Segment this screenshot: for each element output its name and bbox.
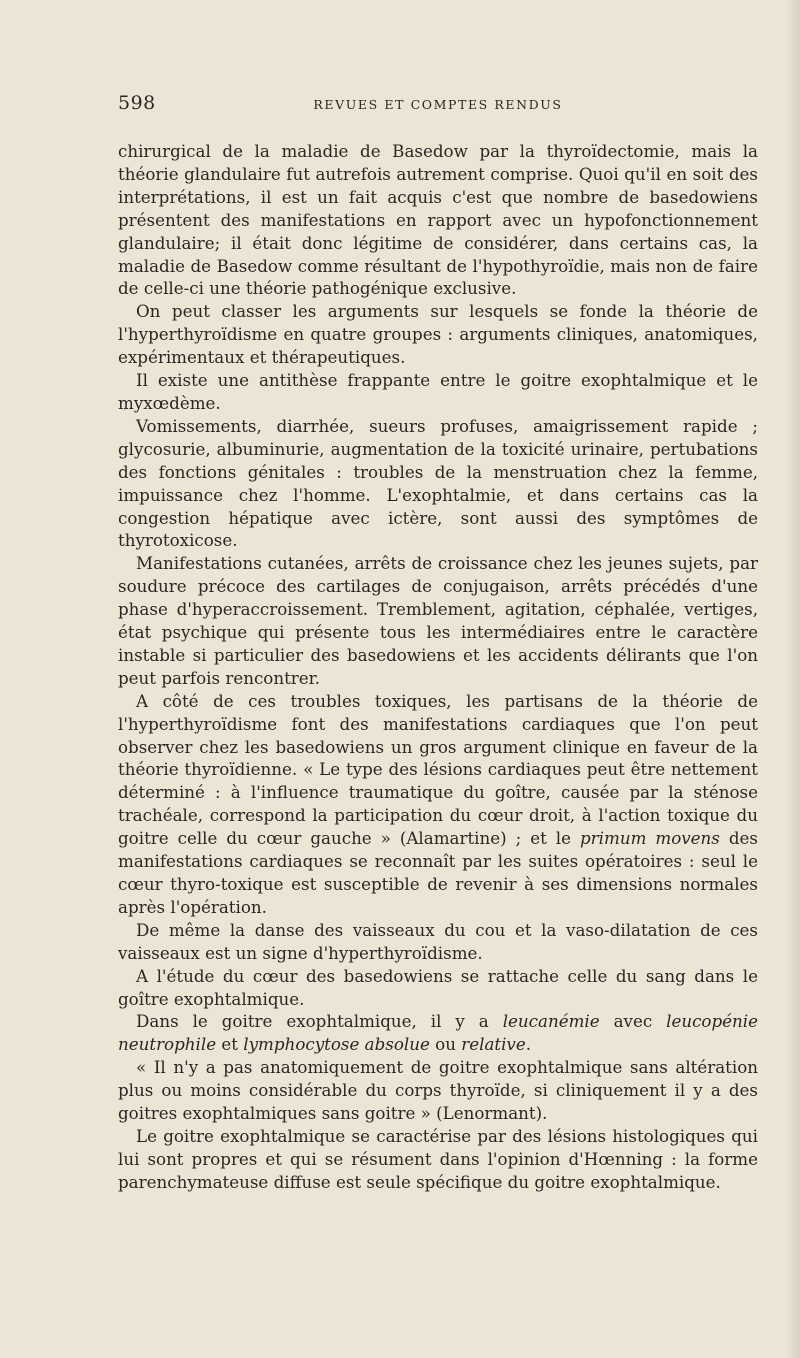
paragraph-6 [118,690,758,919]
italic-term: lymphocytose absolue [243,1034,430,1055]
text-run: « Il n'y a pas anatomiquement de goitre exophtalmique sans altération plus ou moins considérable du corps thyroïde, si cliniquement il y a des goitres exophtalmiques sans goitre » (Lenormant). [118,1057,758,1124]
italic-term: leucopénie neutrophile [118,1011,758,1055]
paragraph-11 [118,1125,758,1194]
paragraph-9 [118,1010,758,1056]
text-run: Il existe une antithèse frappante entre le goitre exophtalmique et le myxœdème. [118,370,758,413]
paragraph-8 [118,965,758,1011]
paragraph-5 [118,552,758,689]
paragraph-4 [118,415,758,552]
text-run: et [216,1034,244,1055]
paragraph-2 [118,300,758,369]
text-run: Vomissements, diarrhée, sueurs profuses, amaigrissement rapide ; glycosurie, albuminurie, augmentation de la toxicité urinaire, pertubations des fonctions génitales : troubles de la menstruation chez la femme, impuissance chez l'homme. L'exophtalmie, et dans certains cas la congestion hépatique avec ictère, sont aussi des symptômes de thyrotoxicose. [118,415,758,551]
paragraph-7 [118,919,758,965]
italic-term: primum movens [580,828,720,849]
italic-term: leucanémie [502,1011,600,1032]
text-run: On peut classer les arguments sur lesquels se fonde la théorie de l'hyperthyroïdisme en quatre groupes : arguments cliniques, anatomiques, expérimentaux et thérapeutiques. [118,301,758,368]
paragraph-3 [118,369,758,415]
text-run: Manifestations cutanées, arrêts de croissance chez les jeunes sujets, par soudure précoce des cartilages de conjugaison, arrêts précédés d'une phase d'hyperaccroissement. Tremblement, agitation, céphalée, vertiges, état psychique qui présente tous les intermédiaires entre le caractère instable si particulier des basedowiens et les accidents délirants que l'on peut parfois rencontrer. [118,553,758,688]
text-run: A côté de ces troubles toxiques, les partisans de la théorie de l'hyperthyroïdisme font des manifestations cardiaques que l'on peut observer chez les basedowiens un gros argument clinique en faveur de la théorie thyroïdienne. « Le type des lésions cardiaques peut être nettement déterminé : à l'influence traumatique du goître, causée par la sténose trachéale, correspond la participation du cœur droit, à l'action toxique du goitre celle du cœur gauche » (Alamartine) ; et le [118,690,758,849]
text-run: des manifestations cardiaques se reconnaît par les suites opératoires : seul le cœur thyro-toxique est susceptible de revenir à ses dimensions normales après l'opération. [118,828,758,917]
text-run: De même la danse des vaisseaux du cou et la vaso-dilatation de ces vaisseaux est un signe d'hyperthyroïdisme. [118,919,758,963]
page-header [118,92,758,118]
paragraph-1 [118,140,758,300]
page-edge-shadow [786,0,800,1358]
text-run: avec [599,1011,667,1032]
text-run: A l'étude du cœur des basedowiens se rattache celle du sang dans le goître exophtalmique. [118,965,758,1009]
text-run: chirurgical de la maladie de Basedow par la thyroïdectomie, mais la théorie glandulaire fut autrefois autrement comprise. Quoi qu'il en soit des interprétations, il est un fait acquis c'est que nombre de basedowiens présentent des manifestations en rapport avec un hypofonctionnement glandulaire; il était donc légitime de considérer, dans certains cas, la maladie de Basedow comme résultant de l'hypothyroïdie, mais non de faire de celle-ci une théorie pathogénique exclusive. [118,141,758,299]
italic-term: relative [461,1034,526,1055]
paragraph-10 [118,1056,758,1125]
text-run: ou [429,1034,462,1055]
body-text [118,140,758,1194]
running-title: REVUES ET COMPTES RENDUS [313,97,563,112]
page-number: 598 [118,92,156,114]
text-run: Le goitre exophtalmique se caractérise par des lésions histologiques qui lui sont propres et qui se résument dans l'opinion d'Hœnning : la forme parenchymateuse diffuse est seule spécifique du goitre exophtalmique. [118,1125,758,1192]
text-run: Dans le goitre exophtalmique, il y a [136,1011,503,1032]
text-run: . [525,1034,532,1055]
